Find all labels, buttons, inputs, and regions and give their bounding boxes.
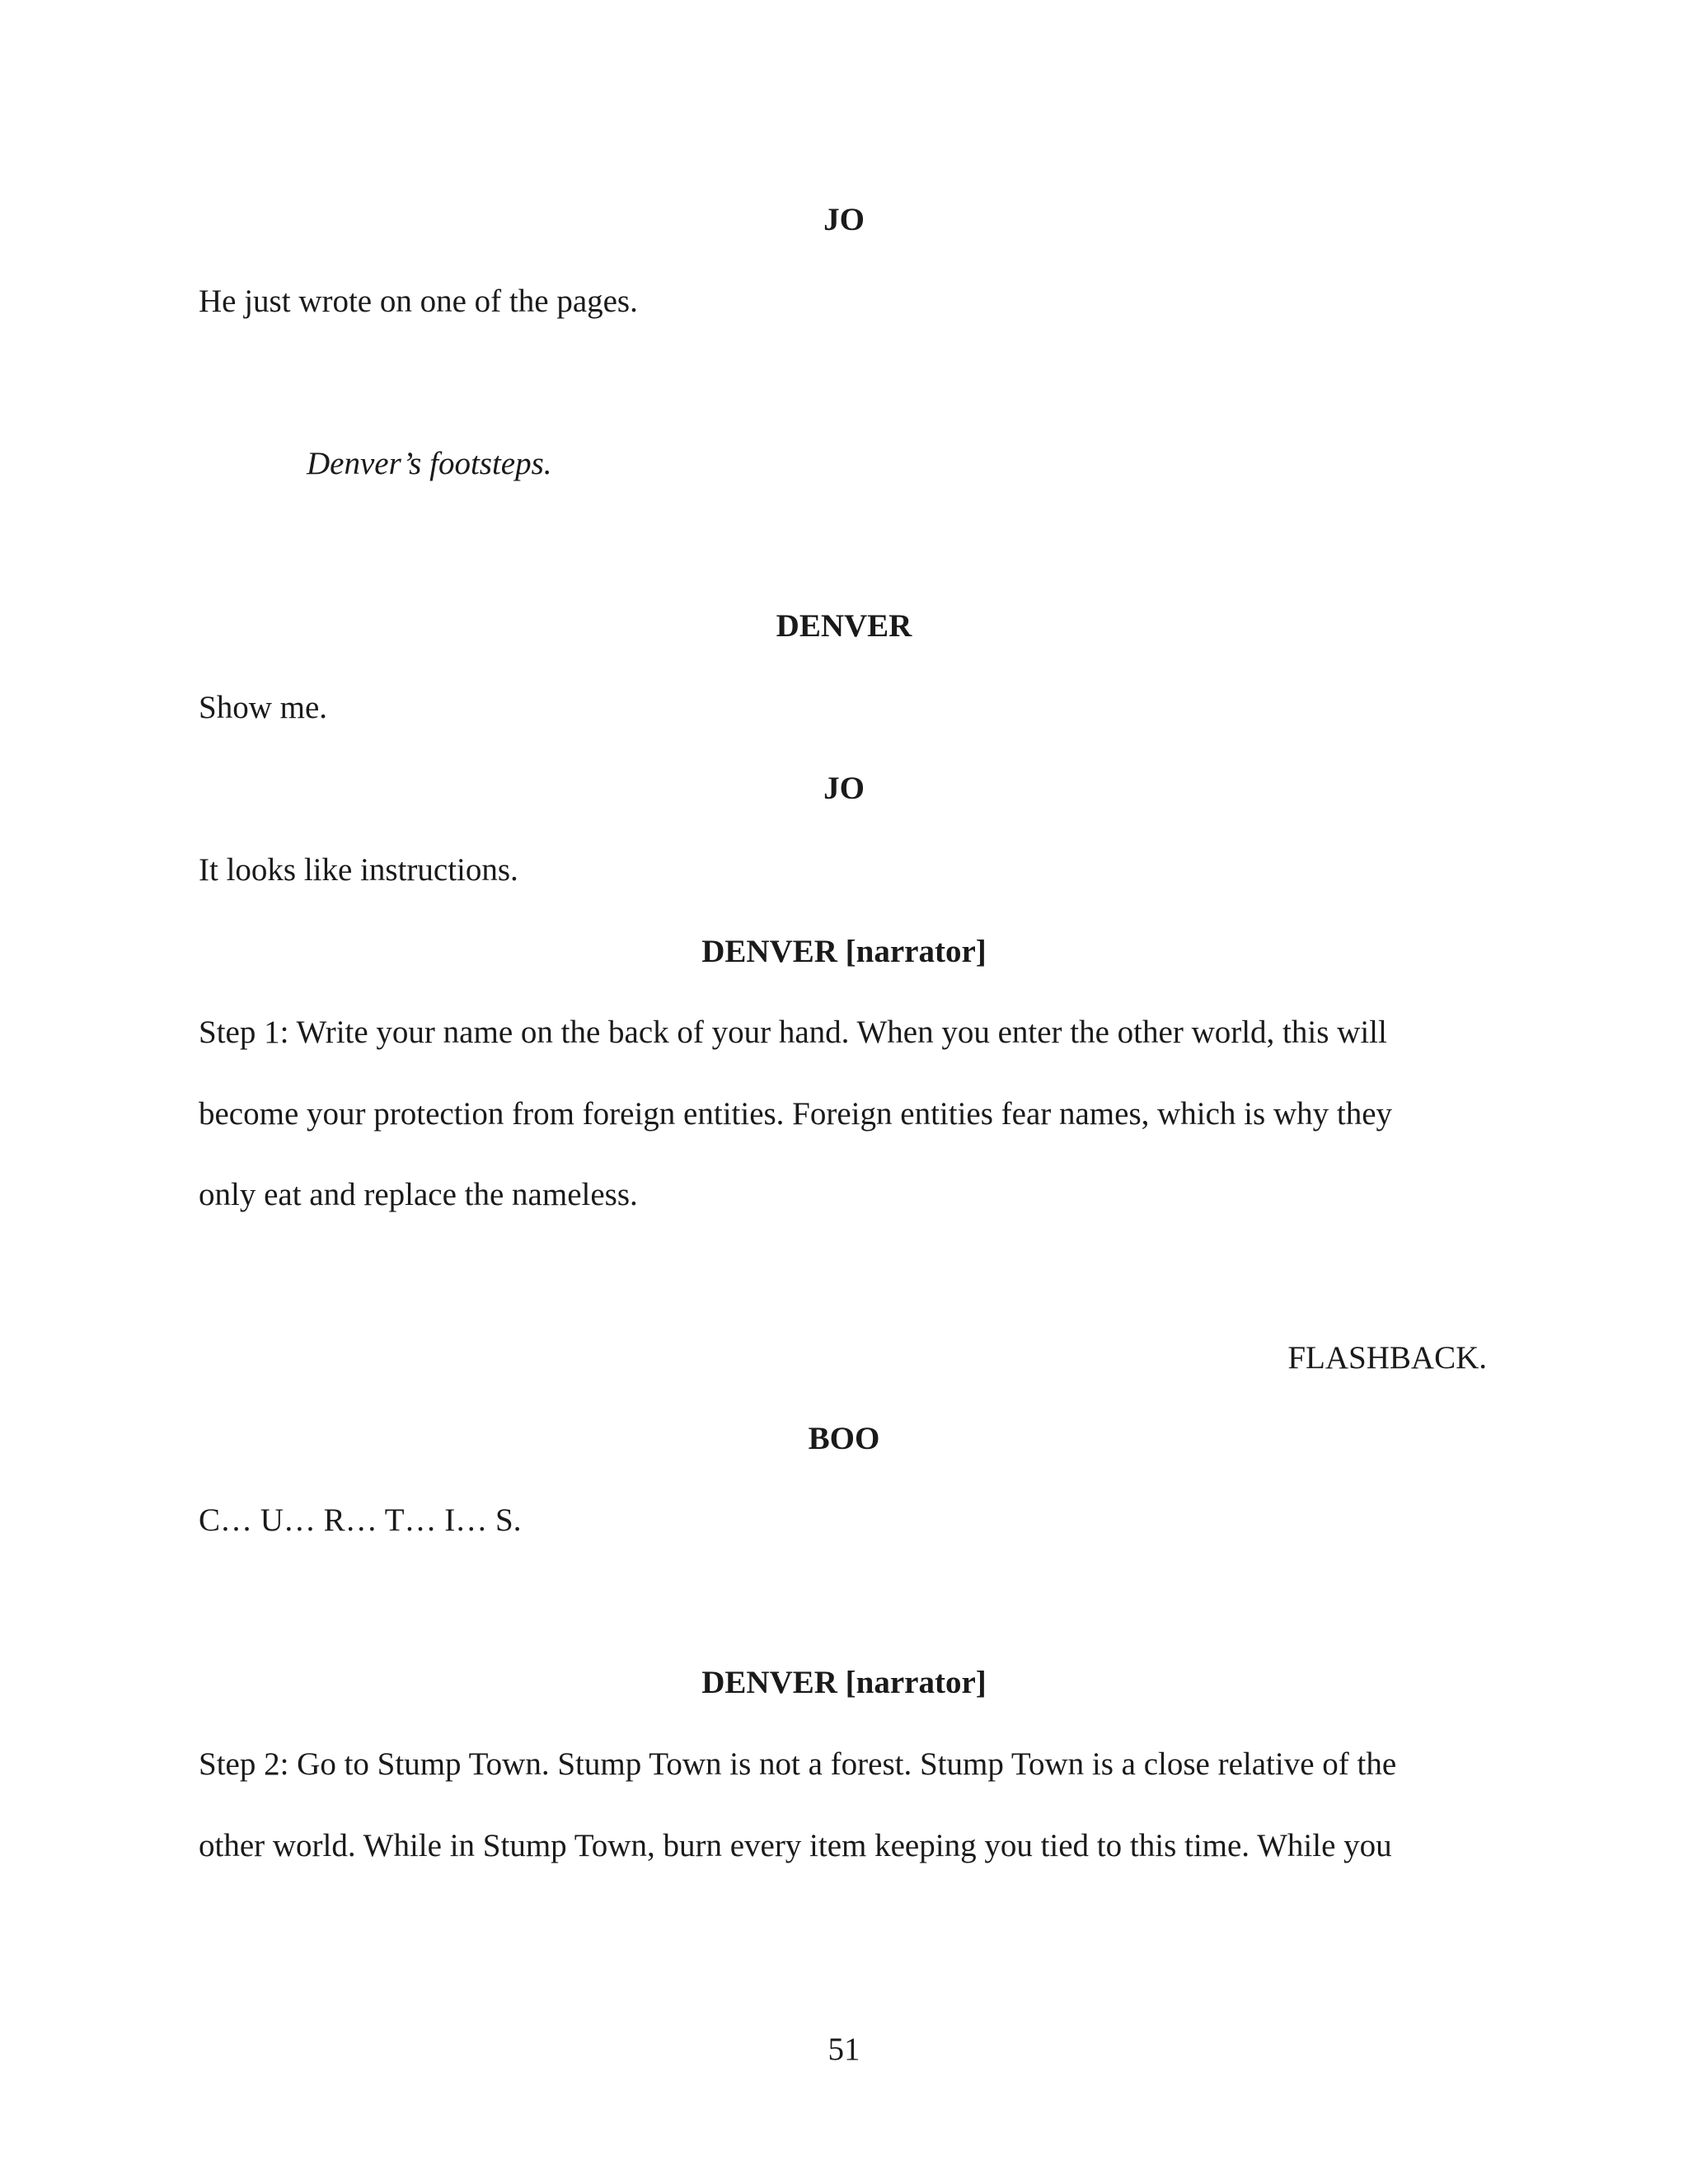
page-number: 51 xyxy=(828,2032,860,2067)
speaker-name: DENVER [narrator] xyxy=(701,934,987,969)
dialogue-line: It looks like instructions. xyxy=(199,852,518,888)
speaker-name: DENVER xyxy=(776,608,912,644)
speaker-name: DENVER [narrator] xyxy=(701,1665,987,1700)
dialogue-line: only eat and replace the nameless. xyxy=(199,1177,638,1212)
dialogue-line: Show me. xyxy=(199,690,327,725)
stage-direction: Denver’s footsteps. xyxy=(307,446,552,481)
dialogue-line: C… U… R… T… I… S. xyxy=(199,1502,522,1538)
dialogue-line: become your protection from foreign entities. Foreign entities fear names, which is why they xyxy=(199,1096,1393,1132)
dialogue-line: Step 1: Write your name on the back of your hand. When you enter the other world, this will xyxy=(199,1015,1387,1050)
speaker-name: JO xyxy=(823,202,865,237)
dialogue-line: other world. While in Stump Town, burn every item keeping you tied to this time. While you xyxy=(199,1828,1392,1863)
speaker-name: BOO xyxy=(808,1421,880,1456)
dialogue-line: Step 2: Go to Stump Town. Stump Town is not a forest. Stump Town is a close relative of the xyxy=(199,1746,1397,1782)
transition-cue: FLASHBACK. xyxy=(1287,1340,1487,1376)
speaker-name: JO xyxy=(823,771,865,806)
dialogue-line: He just wrote on one of the pages. xyxy=(199,284,638,319)
